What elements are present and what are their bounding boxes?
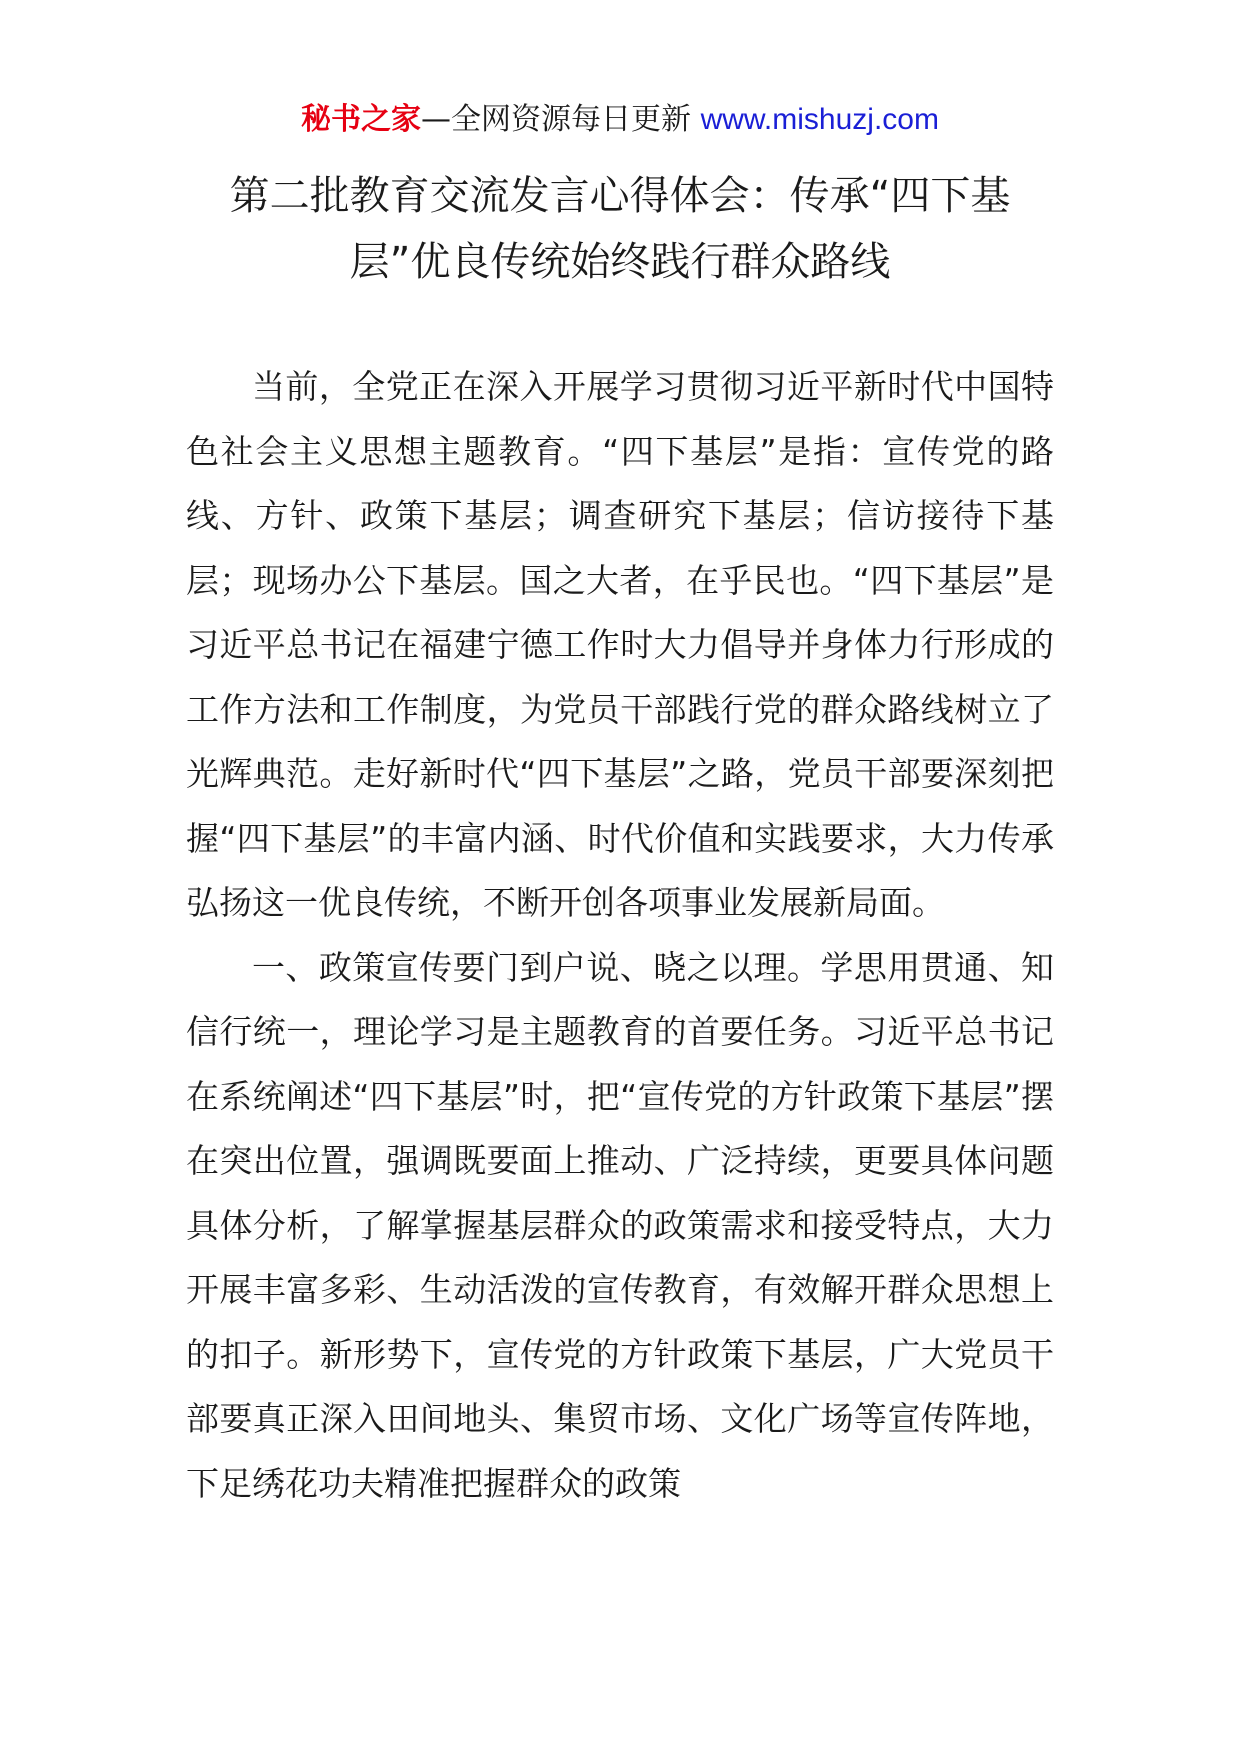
document-title: 第二批教育交流发言心得体会：传承“四下基层”优良传统始终践行群众路线 [229, 173, 1011, 285]
site-tagline: —全网资源每日更新 [421, 102, 701, 137]
document-body [186, 355, 1054, 1516]
paragraph: 一、政策宣传要门到户说、晓之以理。学思用贯通、知信行统一，理论学习是主题教育的首要任务。习近平总书记在系统阐述“四下基层”时，把“宣传党的方针政策下基层”摆在突出位置，强调既要面上推动、广泛持续，更要具体问题具体分析，了解掌握基层群众的政策需求和接受特点，大力开展丰富多彩、生动活泼的宣传教育，有效解开群众思想上的扣子。新形势下，宣传党的方针政策下基层，广大党员干部要真正深入田间地头、集贸市场、文化广场等宣传阵地，下足绣花功夫精准把握群众的政策 [186, 947, 1054, 1503]
site-header [0, 100, 1240, 140]
paragraph: 当前，全党正在深入开展学习贯彻习近平新时代中国特色社会主义思想主题教育。“四下基层”是指：宣传党的路线、方针、政策下基层；调查研究下基层；信访接待下基层；现场办公下基层。国之大者，在乎民也。“四下基层”是习近平总书记在福建宁德工作时大力倡导并身体力行形成的工作方法和工作制度，为党员干部践行党的群众路线树立了光辉典范。走好新时代“四下基层”之路，党员干部要深刻把握“四下基层”的丰富内涵、时代价值和实践要求，大力传承弘扬这一优良传统，不断开创各项事业发展新局面。 [186, 367, 1054, 922]
site-brand: 秘书之家 [301, 102, 422, 137]
site-url-link[interactable]: www.mishuzj.com [700, 103, 939, 136]
